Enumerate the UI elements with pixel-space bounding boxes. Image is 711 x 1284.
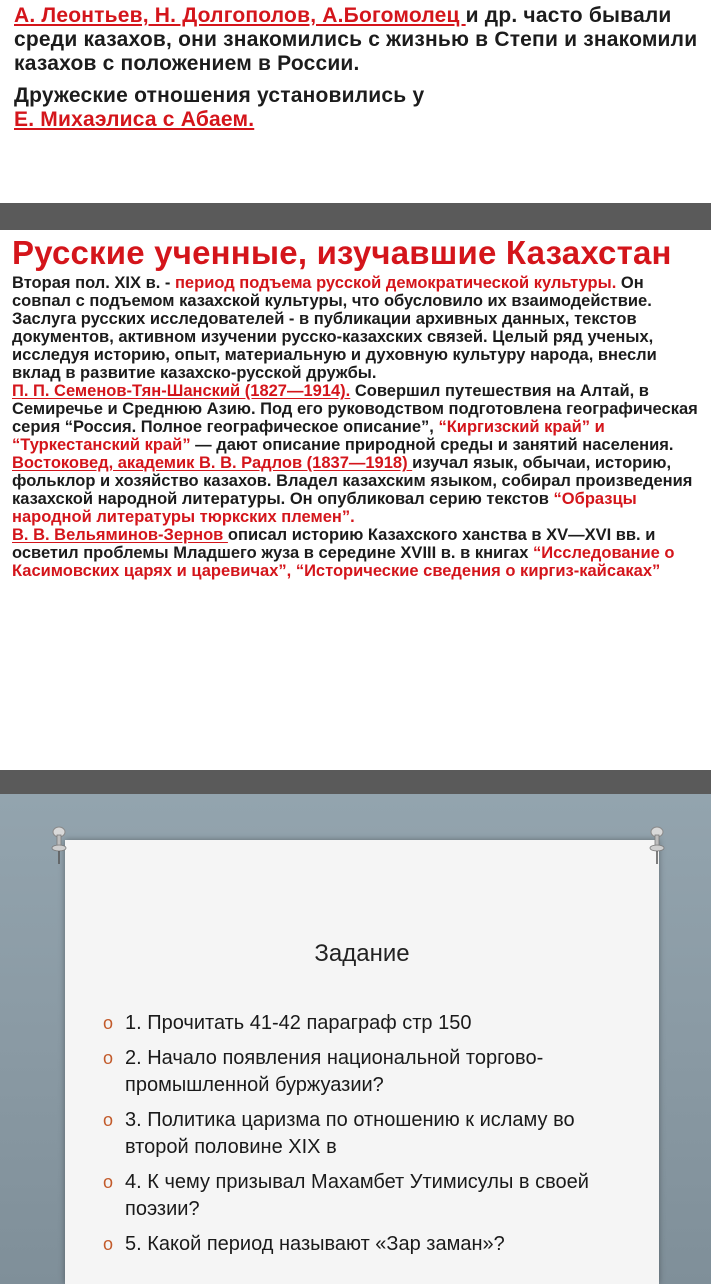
list-item — [103, 1045, 643, 1099]
paragraph-text: и др. часто бывали среди казахов, они знакомились с жизнью в Степи и знакомили казахов с положением в России. — [14, 4, 698, 75]
list-item — [103, 1010, 643, 1037]
text-span: Он совпал с подъемом казахской культуры, что обусловило их взаимодействие. Заслуга русских исследователей - в публикации архивных данных, текстов документов, активном изучении русско-казахских связей. Целый ряд ученых, исследуя историю, опыт, материальную и духовную культуру народа, внесли вклад в развитие казахско-русской дружбы. — [12, 274, 657, 382]
card-title: Задание — [314, 940, 410, 967]
task-text: 4. К чему призывал Махамбет Утимисулы в своей поэзии? — [125, 1171, 589, 1220]
slide-divider — [0, 770, 711, 794]
task-text: 5. Какой период называют «Зар заман»? — [125, 1233, 505, 1255]
bullet-icon: o — [103, 1013, 114, 1033]
text-span: — дают описание природной среды и занятий населения. — [190, 436, 674, 454]
paragraph-semenov — [12, 382, 702, 454]
scholar-name: В. В. Вельяминов-Зернов — [12, 526, 228, 544]
text-span: Вторая пол. XIX в. - — [12, 274, 175, 292]
slide-divider — [0, 203, 711, 230]
paragraph-radlov — [12, 454, 702, 526]
bottom-slide — [0, 794, 711, 1284]
task-text: 3. Политика царизма по отношению к исламу во второй половине XIX в — [125, 1109, 575, 1158]
paragraph-friendship — [14, 84, 704, 132]
task-list — [103, 1010, 643, 1266]
scholar-name: П. П. Семенов-Тян-Шанский (1827—1914). — [12, 382, 351, 400]
scholar-names: А. Леонтьев, Н. Долгополов, А.Богомолец — [14, 4, 466, 27]
scholar-names: Е. Михаэлиса с Абаем. — [14, 108, 255, 131]
paragraph-text: Дружеские отношения установились у — [14, 84, 425, 107]
slide-title: Русские ученные, изучавшие Казахстан — [12, 234, 672, 271]
top-slide — [0, 0, 711, 203]
highlight-span: “Образцы народной литературы тюркских племен”. — [12, 490, 637, 526]
highlight-span: “Исследование о Касимовских царях и царевичах”, “Исторические сведения о киргиз-кайсаках” — [12, 544, 675, 580]
task-text: 2. Начало появления национальной торгово-промышленной буржуазии? — [125, 1047, 544, 1096]
bullet-icon: o — [103, 1234, 114, 1254]
task-card — [65, 840, 659, 1284]
middle-slide — [0, 230, 711, 770]
pushpin-icon — [649, 826, 665, 866]
bullet-icon: o — [103, 1048, 114, 1068]
scholar-name: Востоковед, академик В. В. Радлов (1837—1918) — [12, 454, 413, 472]
list-item — [103, 1107, 643, 1161]
list-item — [103, 1231, 643, 1258]
paragraph-velyaminov — [12, 526, 702, 580]
text-span: Совершил путешествия на Алтай, в Семиречье и Среднюю Азию. Под его руководством подготовлена географическая серия “Россия. Полное географическое описание”, — [12, 382, 698, 436]
bullet-icon: o — [103, 1172, 114, 1192]
text-span: изучал язык, обычаи, историю, фольклор и хозяйство казахов. Владел казахским языком, собирал произведения казахской народной литературы. Он опубликовал серию текстов — [12, 454, 693, 508]
slide-body — [12, 274, 702, 580]
highlight-span: период подъема русской демократической культуры. — [174, 274, 617, 292]
task-text: 1. Прочитать 41-42 параграф стр 150 — [125, 1012, 472, 1034]
paragraph-kazakh-contacts — [14, 4, 704, 76]
paragraph-intro — [12, 274, 702, 382]
pushpin-icon — [51, 826, 67, 866]
text-span: описал историю Казахского ханства в XV—XVI вв. и осветил проблемы Младшего жуза в середине XVIII в. в книгах — [12, 526, 656, 562]
highlight-span: “Киргизский край” и “Туркестанский край” — [12, 418, 605, 454]
bullet-icon: o — [103, 1110, 114, 1130]
top-slide-text — [14, 4, 704, 132]
list-item — [103, 1169, 643, 1223]
